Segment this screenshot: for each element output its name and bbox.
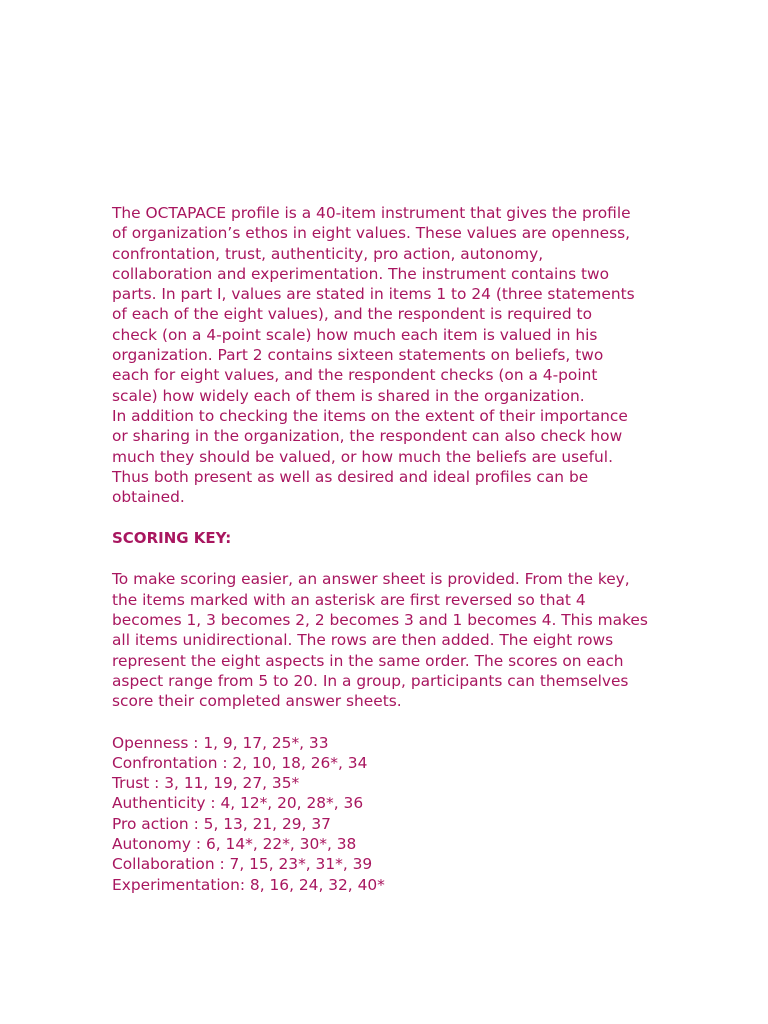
scoring-paragraph xyxy=(112,569,672,711)
intro-line: or sharing in the organization, the respondent can also check how xyxy=(112,427,623,446)
scoring-line: To make scoring easier, an answer sheet is provided. From the key, xyxy=(112,570,630,589)
intro-paragraph xyxy=(112,203,672,507)
intro-line: parts. In part I, values are stated in items 1 to 24 (three statements xyxy=(112,285,635,304)
intro-line: The OCTAPACE profile is a 40-item instrument that gives the profile xyxy=(112,204,631,222)
scoring-line: the items marked with an asterisk are first reversed so that 4 xyxy=(112,590,586,609)
intro-line: of each of the eight values), and the respondent is required to xyxy=(112,305,593,324)
intro-line: obtained. xyxy=(112,488,185,507)
scoring-key-heading: SCORING KEY: xyxy=(112,529,232,548)
scoring-key-list xyxy=(112,733,672,895)
intro-line: In addition to checking the items on the extent of their importance xyxy=(112,406,628,425)
intro-line: confrontation, trust, authenticity, pro action, autonomy, xyxy=(112,244,544,263)
intro-line: organization. Part 2 contains sixteen statements on beliefs, two xyxy=(112,346,604,365)
scoring-line: becomes 1, 3 becomes 2, 2 becomes 3 and 1 becomes 4. This makes xyxy=(112,611,648,630)
key-item-pro-action: Pro action : 5, 13, 21, 29, 37 xyxy=(112,814,331,833)
key-item-collaboration: Collaboration : 7, 15, 23*, 31*, 39 xyxy=(112,855,373,874)
key-item-autonomy: Autonomy : 6, 14*, 22*, 30*, 38 xyxy=(112,835,357,854)
key-item-openness: Openness : 1, 9, 17, 25*, 33 xyxy=(112,733,329,752)
key-item-authenticity: Authenticity : 4, 12*, 20, 28*, 36 xyxy=(112,794,364,813)
key-item-experimentation: Experimentation: 8, 16, 24, 32, 40* xyxy=(112,875,385,894)
intro-line: check (on a 4-point scale) how much each item is valued in his xyxy=(112,325,598,344)
intro-line: much they should be valued, or how much the beliefs are useful. xyxy=(112,447,613,466)
scoring-line: all items unidirectional. The rows are then added. The eight rows xyxy=(112,631,614,650)
intro-line: scale) how widely each of them is shared in the organization. xyxy=(112,386,585,405)
intro-line: each for eight values, and the respondent checks (on a 4-point xyxy=(112,366,598,385)
intro-line: Thus both present as well as desired and ideal profiles can be xyxy=(112,467,589,486)
key-item-trust: Trust : 3, 11, 19, 27, 35* xyxy=(112,774,300,793)
key-item-confrontation: Confrontation : 2, 10, 18, 26*, 34 xyxy=(112,753,368,772)
scoring-line: score their completed answer sheets. xyxy=(112,692,402,711)
scoring-line: represent the eight aspects in the same order. The scores on each xyxy=(112,651,624,670)
document-page xyxy=(112,203,672,895)
scoring-line: aspect range from 5 to 20. In a group, participants can themselves xyxy=(112,671,629,690)
intro-line: collaboration and experimentation. The instrument contains two xyxy=(112,264,610,283)
intro-line: of organization’s ethos in eight values. These values are openness, xyxy=(112,224,631,243)
